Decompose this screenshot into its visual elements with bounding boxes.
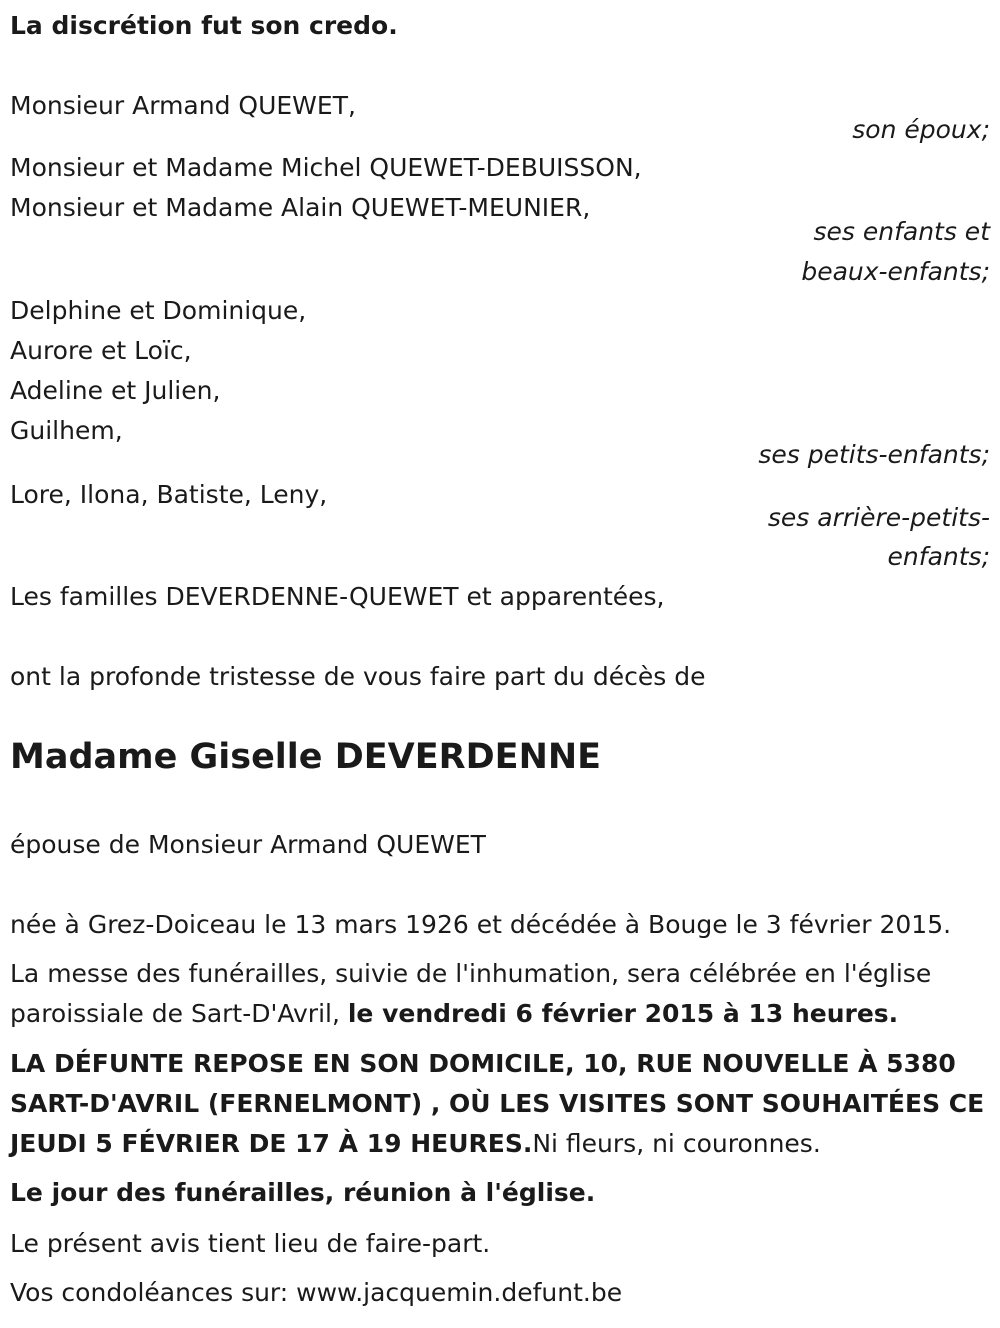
- spouse-of: épouse de Monsieur Armand QUEWET: [10, 830, 486, 859]
- visitation-date: JEUDI 5 FÉVRIER DE 17 À 19 HEURES.: [10, 1129, 533, 1158]
- great-grandchildren-role: ses arrière-petits-: [767, 503, 990, 532]
- funeral-line: [10, 994, 898, 1034]
- funeral-date: le vendredi 6 février 2015 à 13 heures.: [347, 999, 899, 1028]
- great-grandchildren-role: enfants;: [887, 542, 990, 571]
- birth-death: née à Grez-Doiceau le 13 mars 1926 et décédée à Bouge le 3 février 2015.: [10, 910, 952, 939]
- funeral-location: paroissiale de Sart-D'Avril,: [10, 999, 348, 1028]
- gathering: Le jour des funérailles, réunion à l'église.: [10, 1178, 596, 1207]
- grandchildren-role: ses petits-enfants;: [758, 440, 990, 469]
- grandchild-name: Delphine et Dominique,: [10, 296, 307, 325]
- child-name: Monsieur et Madame Michel QUEWET-DEBUISSON,: [10, 153, 642, 182]
- families: Les familles DEVERDENNE-QUEWET et apparentées,: [10, 582, 665, 611]
- grandchild-name: Aurore et Loïc,: [10, 336, 192, 365]
- children-role: ses enfants et: [813, 217, 990, 246]
- children-role: beaux-enfants;: [801, 257, 990, 286]
- no-flowers: Ni fleurs, ni couronnes.: [532, 1129, 821, 1158]
- visitation-line: [10, 1124, 821, 1164]
- deceased-name: Madame Giselle DEVERDENNE: [10, 737, 602, 777]
- notice: Le présent avis tient lieu de faire-part.: [10, 1229, 491, 1258]
- condolences: Vos condoléances sur: www.jacquemin.defunt.be: [10, 1278, 623, 1307]
- announcement: ont la profonde tristesse de vous faire part du décès de: [10, 662, 706, 691]
- child-name: Monsieur et Madame Alain QUEWET-MEUNIER,: [10, 193, 591, 222]
- visitation-line: SART-D'AVRIL (FERNELMONT) , OÙ LES VISITES SONT SOUHAITÉES CE: [10, 1089, 985, 1118]
- grandchild-name: Guilhem,: [10, 416, 123, 445]
- funeral-line: La messe des funérailles, suivie de l'inhumation, sera célébrée en l'église: [10, 959, 932, 988]
- motto: La discrétion fut son credo.: [10, 11, 398, 40]
- spouse-role: son époux;: [852, 115, 990, 144]
- spouse-name: Monsieur Armand QUEWET,: [10, 91, 356, 120]
- grandchild-name: Adeline et Julien,: [10, 376, 221, 405]
- visitation-line: LA DÉFUNTE REPOSE EN SON DOMICILE, 10, RUE NOUVELLE À 5380: [10, 1049, 956, 1078]
- great-grandchildren-names: Lore, Ilona, Batiste, Leny,: [10, 480, 328, 509]
